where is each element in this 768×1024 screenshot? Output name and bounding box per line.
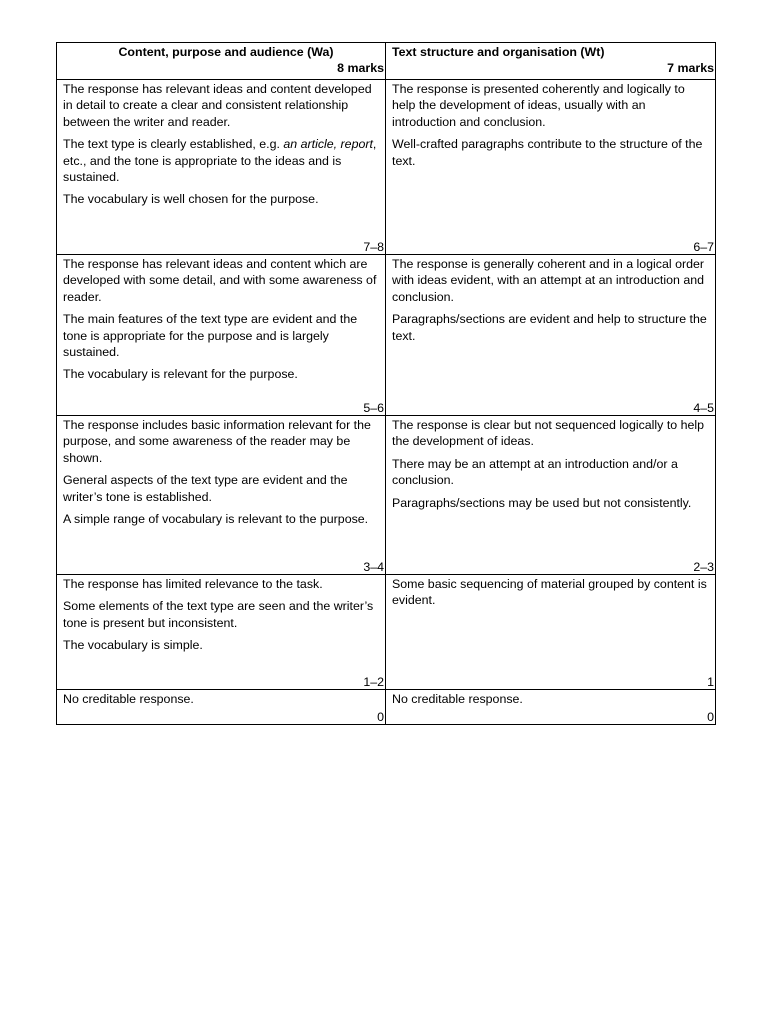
descriptor-text-part: , etc., and the tone is appropriate to the ideas and is sustained. — [63, 137, 377, 185]
descriptor-text: The vocabulary is relevant for the purpose. — [63, 367, 298, 382]
descriptor-text: The response is generally coherent and in a logical order with ideas evident, with an attempt at an introduction and conclusion. — [392, 257, 705, 304]
mark-range: 6–7 — [693, 240, 714, 254]
descriptor-text: The response has relevant ideas and content developed in detail to create a clear and consistent relationship between the writer and reader. — [63, 82, 372, 129]
column-title: Content, purpose and audience (Wa) — [118, 45, 334, 59]
descriptor-text: The response includes basic information relevant for the purpose, and some awareness of the reader may be shown. — [63, 418, 371, 465]
mark-range: 1–2 — [363, 675, 384, 689]
column-marks: 7 marks — [667, 61, 714, 76]
descriptor-text: No creditable response. — [63, 692, 194, 706]
descriptor-text: Some elements of the text type are seen and the writer’s tone is present but inconsistent. — [63, 599, 374, 630]
wt-band-cell — [386, 416, 716, 575]
wa-band-cell — [57, 80, 386, 255]
mark-range: 0 — [377, 710, 384, 724]
mark-range: 1 — [707, 675, 714, 689]
descriptor-text: Paragraphs/sections may be used but not consistently. — [392, 495, 692, 510]
descriptor-italic: an article, report — [283, 137, 373, 152]
mark-range: 3–4 — [363, 560, 384, 574]
column-marks: 8 marks — [337, 61, 384, 76]
descriptor-text: General aspects of the text type are evident and the writer’s tone is established. — [63, 473, 348, 504]
wa-band-cell — [57, 690, 386, 725]
header-row — [57, 43, 716, 80]
descriptor-text: Some basic sequencing of material grouped by content is evident. — [392, 577, 707, 608]
wt-band-cell — [386, 690, 716, 725]
band-row — [57, 255, 716, 416]
mark-range: 5–6 — [363, 401, 384, 415]
marking-rubric-table — [56, 42, 716, 725]
header-content-purpose-audience — [57, 43, 386, 80]
mark-range: 0 — [707, 710, 714, 724]
mark-range: 2–3 — [693, 560, 714, 574]
column-title: Text structure and organisation (Wt) — [392, 45, 605, 59]
descriptor-text: Well-crafted paragraphs contribute to the structure of the text. — [392, 137, 703, 168]
header-text-structure-organisation — [386, 43, 716, 80]
descriptor-text: The response has relevant ideas and content which are developed with some detail, and with some awareness of reader. — [63, 257, 377, 304]
descriptor-text: The response is clear but not sequenced logically to help the development of ideas. — [392, 418, 705, 449]
mark-range: 7–8 — [363, 240, 384, 254]
wt-band-cell — [386, 80, 716, 255]
descriptor-text: A simple range of vocabulary is relevant to the purpose. — [63, 512, 369, 527]
mark-range: 4–5 — [693, 401, 714, 415]
band-row — [57, 416, 716, 575]
wa-band-cell — [57, 255, 386, 416]
descriptor-text: The vocabulary is well chosen for the purpose. — [63, 192, 319, 207]
wt-band-cell — [386, 575, 716, 690]
descriptor-text: Paragraphs/sections are evident and help to structure the text. — [392, 312, 707, 343]
descriptor-text — [63, 136, 381, 185]
descriptor-text: There may be an attempt at an introduction and/or a conclusion. — [392, 456, 678, 488]
descriptor-text: The response is presented coherently and logically to help the development of ideas, usually with an introduction and conclusion. — [392, 82, 685, 129]
wa-band-cell — [57, 575, 386, 690]
descriptor-text: No creditable response. — [392, 692, 523, 706]
wa-band-cell — [57, 416, 386, 575]
band-row — [57, 575, 716, 690]
band-row — [57, 690, 716, 725]
descriptor-text-part: The text type is clearly established, e.g. — [63, 137, 284, 152]
wt-band-cell — [386, 255, 716, 416]
descriptor-text: The main features of the text type are evident and the tone is appropriate for the purpose and is largely sustained. — [63, 312, 358, 360]
descriptor-text: The response has limited relevance to the task. — [63, 577, 323, 591]
band-row — [57, 80, 716, 255]
descriptor-text: The vocabulary is simple. — [63, 638, 203, 653]
